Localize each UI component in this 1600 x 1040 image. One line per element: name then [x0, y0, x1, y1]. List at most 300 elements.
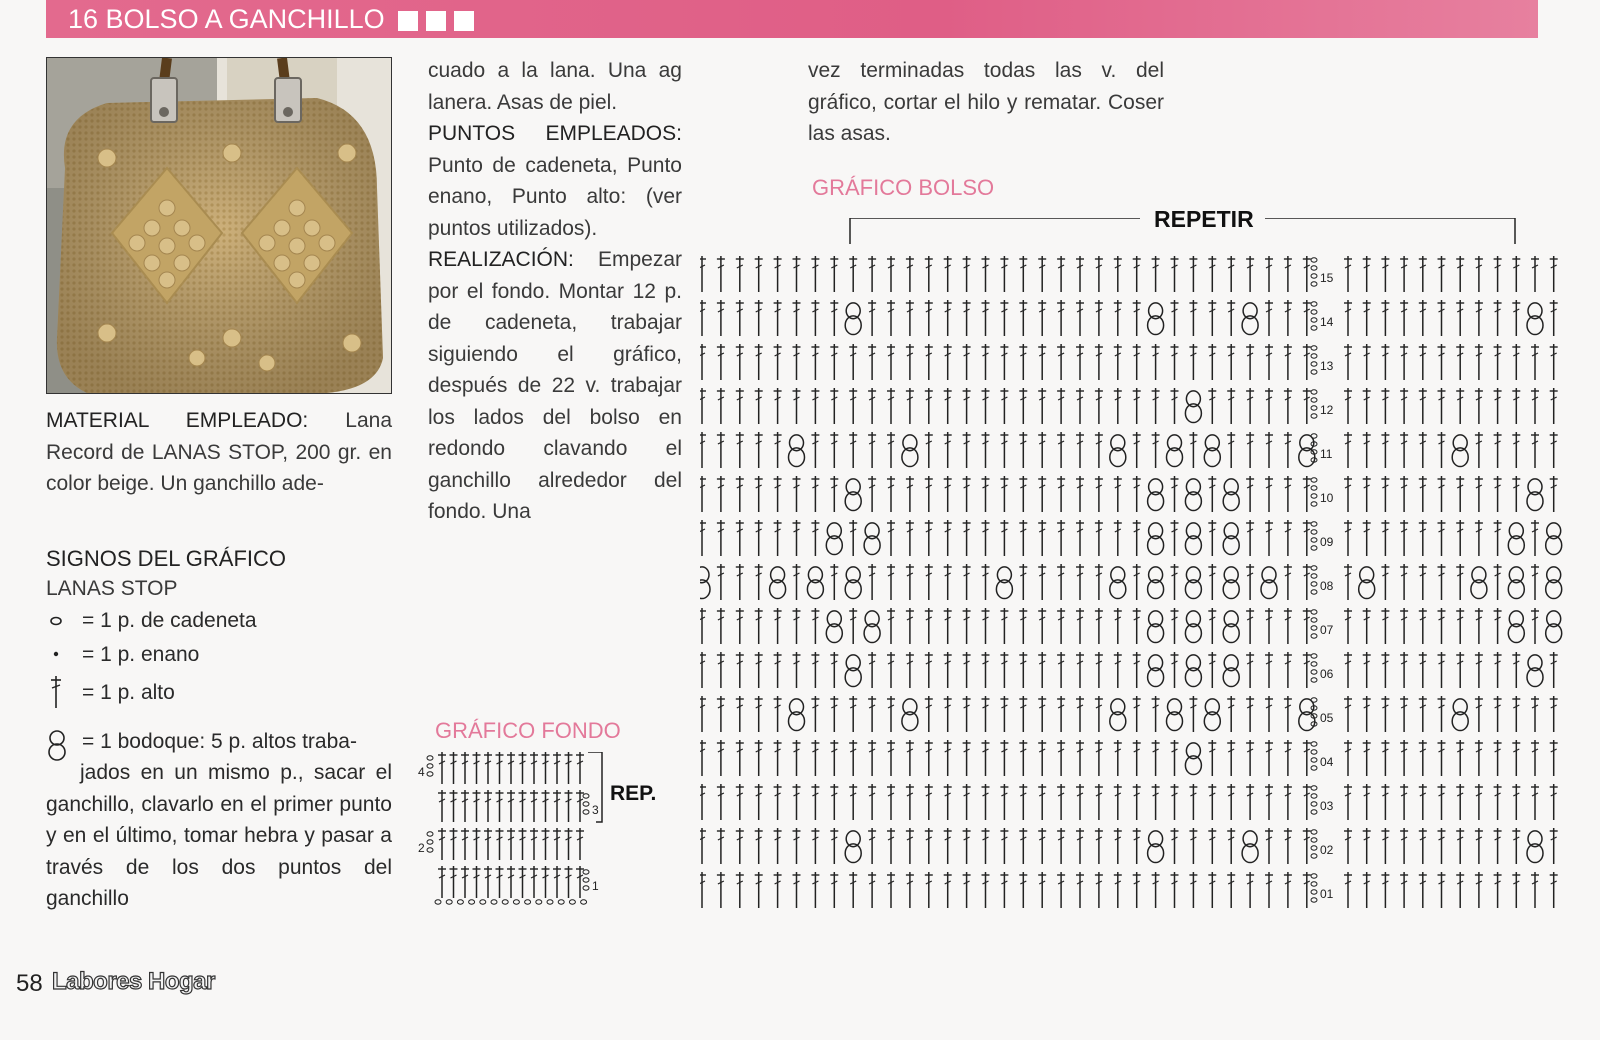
double-crochet-stitch	[1133, 256, 1141, 292]
bobble-stitch	[1148, 303, 1164, 335]
row-number-label: 02	[1320, 843, 1334, 857]
double-crochet-stitch	[1076, 652, 1084, 688]
double-crochet-stitch	[1227, 388, 1235, 424]
double-crochet-stitch	[830, 740, 838, 776]
double-crochet-stitch	[717, 608, 725, 644]
double-crochet-stitch	[700, 608, 706, 644]
double-crochet-stitch	[1419, 476, 1427, 512]
double-crochet-stitch	[811, 344, 819, 380]
double-crochet-stitch	[736, 608, 744, 644]
double-crochet-stitch	[736, 652, 744, 688]
chain-stitch	[457, 900, 463, 904]
double-crochet-stitch	[925, 872, 933, 908]
chain-stitch	[446, 900, 452, 904]
double-crochet-stitch	[1381, 432, 1389, 468]
double-crochet-stitch	[1265, 828, 1273, 864]
double-crochet-stitch	[1512, 432, 1520, 468]
double-crochet-stitch	[1019, 784, 1027, 820]
double-crochet-stitch	[1095, 520, 1103, 556]
double-crochet-stitch	[1363, 828, 1371, 864]
double-crochet-stitch	[1019, 476, 1027, 512]
bobble-stitch	[1546, 523, 1562, 555]
double-crochet-stitch	[1208, 652, 1216, 688]
double-crochet-stitch	[925, 784, 933, 820]
double-crochet-stitch	[887, 300, 895, 336]
double-crochet-stitch	[887, 608, 895, 644]
double-crochet-stitch	[1419, 784, 1427, 820]
double-crochet-stitch	[1019, 696, 1027, 732]
double-crochet-stitch	[1133, 388, 1141, 424]
double-crochet-stitch	[1019, 872, 1027, 908]
bobble-stitch	[1110, 567, 1126, 599]
chain-stitch	[427, 764, 433, 768]
double-crochet-stitch	[1475, 652, 1483, 688]
double-crochet-stitch	[1456, 784, 1464, 820]
double-crochet-stitch	[700, 300, 706, 336]
double-crochet-stitch	[1284, 476, 1292, 512]
double-crochet-stitch	[1171, 652, 1179, 688]
chain-stitch	[1311, 370, 1317, 374]
slip-stitch-icon	[46, 640, 76, 670]
double-crochet-stitch	[1265, 388, 1273, 424]
double-crochet-stitch	[519, 866, 527, 898]
double-crochet-stitch	[1095, 344, 1103, 380]
double-crochet-stitch	[1494, 652, 1502, 688]
double-crochet-stitch	[1419, 564, 1427, 600]
double-crochet-stitch	[1494, 300, 1502, 336]
double-crochet-stitch	[1363, 608, 1371, 644]
double-crochet-stitch	[1363, 388, 1371, 424]
double-crochet-stitch	[811, 740, 819, 776]
bobble-stitch	[902, 435, 918, 467]
double-crochet-stitch	[963, 344, 971, 380]
double-crochet-stitch	[1227, 432, 1235, 468]
double-crochet-stitch	[1512, 256, 1520, 292]
double-crochet-stitch	[1114, 740, 1122, 776]
double-crochet-stitch	[1438, 564, 1446, 600]
double-crochet-stitch	[1227, 256, 1235, 292]
double-crochet-stitch	[755, 520, 763, 556]
double-crochet-stitch	[982, 696, 990, 732]
row-number-label: 06	[1320, 667, 1334, 681]
double-crochet-stitch	[755, 652, 763, 688]
double-crochet-stitch	[1133, 432, 1141, 468]
double-crochet-stitch	[1475, 696, 1483, 732]
double-crochet-stitch	[887, 388, 895, 424]
double-crochet-stitch	[982, 608, 990, 644]
double-crochet-stitch	[982, 828, 990, 864]
double-crochet-stitch	[868, 740, 876, 776]
double-crochet-stitch	[793, 520, 801, 556]
double-crochet-stitch	[1208, 476, 1216, 512]
double-crochet-stitch	[1456, 740, 1464, 776]
double-crochet-stitch	[811, 872, 819, 908]
double-crochet-stitch	[1381, 476, 1389, 512]
double-crochet-stitch	[1344, 476, 1352, 512]
double-crochet-stitch	[530, 752, 538, 784]
double-crochet-stitch	[925, 388, 933, 424]
chain-stitch	[1311, 794, 1317, 798]
double-crochet-stitch	[793, 740, 801, 776]
bobble-stitch	[1148, 655, 1164, 687]
double-crochet-stitch	[1475, 740, 1483, 776]
double-crochet-stitch	[1038, 300, 1046, 336]
double-crochet-stitch	[1344, 784, 1352, 820]
chain-stitch	[1311, 266, 1317, 270]
chain-stitch	[1311, 574, 1317, 578]
double-crochet-stitch	[868, 300, 876, 336]
chain-stitch	[1311, 654, 1317, 658]
bag-photo	[46, 57, 392, 394]
double-crochet-stitch	[982, 388, 990, 424]
double-crochet-stitch	[1284, 388, 1292, 424]
double-crochet-stitch	[1227, 696, 1235, 732]
double-crochet-stitch	[906, 652, 914, 688]
double-crochet-stitch	[887, 256, 895, 292]
row-number-label: 03	[1320, 799, 1334, 813]
double-crochet-stitch	[793, 872, 801, 908]
row-number-label: 13	[1320, 359, 1334, 373]
double-crochet-stitch	[1171, 564, 1179, 600]
double-crochet-stitch	[887, 696, 895, 732]
double-crochet-stitch	[1303, 784, 1311, 820]
chain-stitch	[1311, 530, 1317, 534]
bobble-stitch	[1527, 479, 1543, 511]
double-crochet-stitch	[1189, 784, 1197, 820]
double-crochet-stitch	[1227, 872, 1235, 908]
double-crochet-stitch	[1227, 344, 1235, 380]
double-crochet-stitch	[473, 828, 481, 860]
double-crochet-stitch	[887, 652, 895, 688]
double-crochet-stitch	[1344, 520, 1352, 556]
double-crochet-stitch	[906, 476, 914, 512]
double-crochet-stitch	[1531, 740, 1539, 776]
double-crochet-stitch	[473, 790, 481, 822]
chain-stitch	[1311, 802, 1317, 806]
chain-stitch	[583, 870, 589, 874]
double-crochet-stitch	[982, 344, 990, 380]
double-crochet-stitch	[1400, 652, 1408, 688]
double-crochet-stitch	[1550, 388, 1558, 424]
double-crochet-stitch	[1189, 872, 1197, 908]
double-crochet-stitch	[1171, 740, 1179, 776]
double-crochet-stitch	[811, 300, 819, 336]
double-crochet-stitch	[1400, 300, 1408, 336]
bobble-stitch	[1546, 611, 1562, 643]
double-crochet-stitch	[1019, 344, 1027, 380]
double-crochet-stitch	[1095, 872, 1103, 908]
double-crochet-stitch	[1475, 388, 1483, 424]
double-crochet-stitch	[565, 790, 573, 822]
double-crochet-stitch	[1456, 520, 1464, 556]
double-crochet-stitch	[736, 828, 744, 864]
double-crochet-stitch	[1344, 652, 1352, 688]
double-crochet-stitch	[1246, 256, 1254, 292]
double-crochet-stitch	[450, 752, 458, 784]
row-number-label: 09	[1320, 535, 1334, 549]
double-crochet-stitch	[1284, 300, 1292, 336]
double-crochet-stitch	[1076, 476, 1084, 512]
double-crochet-stitch	[887, 344, 895, 380]
bobble-stitch	[1223, 567, 1239, 599]
double-crochet-stitch	[755, 828, 763, 864]
double-crochet-stitch	[1265, 784, 1273, 820]
double-crochet-stitch	[868, 388, 876, 424]
chain-stitch	[1311, 406, 1317, 410]
double-crochet-stitch	[1208, 608, 1216, 644]
double-crochet-stitch	[755, 564, 763, 600]
double-crochet-stitch	[1057, 652, 1065, 688]
double-crochet-stitch	[1438, 388, 1446, 424]
double-crochet-stitch	[1152, 256, 1160, 292]
legend-item-double	[46, 672, 392, 712]
bobble-stitch	[1261, 567, 1277, 599]
chain-stitch	[558, 900, 564, 904]
double-crochet-stitch	[1208, 828, 1216, 864]
double-crochet-stitch	[887, 564, 895, 600]
realizacion-text: Empezar por el fondo. Montar 12 p. de cadeneta, trabajar siguiendo el gráfico, después de 22 v. trabajar los lados del bolso en redondo clavando el ganchillo alrededor del fondo. Una	[428, 248, 682, 523]
double-crochet-stitch	[1363, 740, 1371, 776]
double-crochet-stitch	[1000, 388, 1008, 424]
double-crochet-stitch	[887, 520, 895, 556]
bobble-stitch	[1185, 655, 1201, 687]
double-crochet-stitch	[1531, 784, 1539, 820]
double-crochet-stitch	[1095, 784, 1103, 820]
legend-label: = 1 p. alto	[82, 681, 175, 704]
double-crochet-stitch	[1114, 388, 1122, 424]
double-crochet-stitch	[736, 564, 744, 600]
chain-stitch	[1311, 486, 1317, 490]
double-crochet-stitch	[1438, 740, 1446, 776]
double-crochet-stitch	[1438, 608, 1446, 644]
double-crochet-stitch	[1265, 344, 1273, 380]
double-crochet-stitch	[1000, 784, 1008, 820]
chain-stitch	[1311, 698, 1317, 702]
grafico-fondo-chart	[418, 752, 618, 932]
double-crochet-stitch	[1344, 740, 1352, 776]
double-crochet-stitch	[484, 752, 492, 784]
double-crochet-stitch	[963, 784, 971, 820]
double-crochet-stitch	[1550, 696, 1558, 732]
double-crochet-stitch	[553, 752, 561, 784]
double-crochet-stitch	[1246, 872, 1254, 908]
bobble-stitch	[1223, 479, 1239, 511]
double-crochet-stitch	[1095, 608, 1103, 644]
double-crochet-stitch	[717, 300, 725, 336]
double-crochet-stitch	[755, 872, 763, 908]
bobble-stitch	[1110, 435, 1126, 467]
double-crochet-stitch	[736, 784, 744, 820]
double-crochet-stitch	[1114, 652, 1122, 688]
double-crochet-stitch	[507, 790, 515, 822]
chain-stitch	[583, 802, 589, 806]
double-crochet-stitch	[1095, 696, 1103, 732]
chain-stitch	[1311, 662, 1317, 666]
double-crochet-stitch	[1512, 476, 1520, 512]
double-crochet-stitch	[963, 828, 971, 864]
double-crochet-stitch	[1000, 828, 1008, 864]
bobble-stitch	[1185, 611, 1201, 643]
double-crochet-stitch	[774, 388, 782, 424]
double-crochet-stitch	[811, 432, 819, 468]
double-crochet-stitch	[1531, 388, 1539, 424]
double-crochet-stitch	[1152, 344, 1160, 380]
double-crochet-stitch	[1038, 872, 1046, 908]
row-number-label: 1	[592, 879, 599, 893]
double-crochet-stitch	[774, 344, 782, 380]
page-title: 16 BOLSO A GANCHILLO	[68, 4, 385, 34]
double-crochet-stitch	[1076, 564, 1084, 600]
double-crochet-stitch	[925, 344, 933, 380]
double-crochet-stitch	[1246, 564, 1254, 600]
chain-stitch	[427, 756, 433, 760]
bobble-stitch	[1242, 831, 1258, 863]
chain-stitch	[1311, 742, 1317, 746]
double-crochet-stitch	[519, 790, 527, 822]
double-crochet-stitch	[1550, 256, 1558, 292]
double-crochet-stitch	[1076, 608, 1084, 644]
chain-stitch	[1311, 786, 1317, 790]
double-crochet-stitch	[1171, 608, 1179, 644]
double-crochet-stitch	[793, 300, 801, 336]
double-crochet-stitch	[717, 520, 725, 556]
double-crochet-stitch	[717, 388, 725, 424]
double-crochet-stitch	[963, 256, 971, 292]
chain-stitch	[569, 900, 575, 904]
double-crochet-stitch	[1419, 608, 1427, 644]
double-crochet-stitch	[1438, 696, 1446, 732]
bobble-stitch	[864, 523, 880, 555]
double-crochet-stitch	[717, 476, 725, 512]
bobble-stitch	[1242, 303, 1258, 335]
double-crochet-stitch	[944, 828, 952, 864]
double-crochet-stitch	[1550, 872, 1558, 908]
bobble-stitch	[1185, 391, 1201, 423]
legend-item-chain	[46, 604, 392, 638]
double-crochet-stitch	[925, 476, 933, 512]
double-crochet-stitch	[1550, 476, 1558, 512]
double-crochet-stitch	[530, 828, 538, 860]
double-crochet-stitch	[1456, 608, 1464, 644]
chain-stitch	[1311, 310, 1317, 314]
double-crochet-stitch	[542, 828, 550, 860]
double-crochet-stitch	[1133, 520, 1141, 556]
double-crochet-stitch	[811, 828, 819, 864]
chain-stitch	[1311, 522, 1317, 526]
double-crochet-stitch	[1475, 344, 1483, 380]
chain-stitch	[1311, 890, 1317, 894]
double-crochet-stitch	[1344, 608, 1352, 644]
double-crochet-stitch	[1171, 300, 1179, 336]
chain-stitch	[427, 840, 433, 844]
legend-label: = 1 p. de cadeneta	[82, 609, 257, 632]
double-crochet-stitch	[700, 828, 706, 864]
double-crochet-stitch	[1171, 828, 1179, 864]
material-paragraph	[46, 405, 392, 500]
double-crochet-stitch	[1152, 696, 1160, 732]
double-crochet-stitch	[755, 432, 763, 468]
double-crochet-stitch	[1189, 300, 1197, 336]
double-crochet-stitch	[1171, 256, 1179, 292]
double-crochet-stitch	[461, 866, 469, 898]
double-crochet-stitch	[1038, 608, 1046, 644]
bobble-line1: = 1 bodoque: 5 p. altos traba-	[82, 730, 357, 753]
double-crochet-stitch	[1475, 828, 1483, 864]
legend-title: SIGNOS DEL GRÁFICO	[46, 546, 287, 571]
double-crochet-stitch	[868, 872, 876, 908]
row-number-label: 08	[1320, 579, 1334, 593]
bobble-stitch	[1527, 655, 1543, 687]
double-crochet-stitch	[849, 740, 857, 776]
double-crochet-stitch	[1550, 432, 1558, 468]
double-crochet-stitch	[811, 520, 819, 556]
double-crochet-stitch	[906, 784, 914, 820]
bobble-stitch	[1223, 655, 1239, 687]
double-crochet-stitch	[1246, 344, 1254, 380]
double-crochet-stitch	[887, 872, 895, 908]
double-crochet-stitch	[1494, 608, 1502, 644]
double-crochet-stitch	[507, 866, 515, 898]
double-crochet-stitch	[1381, 784, 1389, 820]
double-crochet-stitch	[1381, 828, 1389, 864]
double-crochet-stitch	[963, 696, 971, 732]
double-crochet-stitch	[982, 520, 990, 556]
row-number-label: 10	[1320, 491, 1334, 505]
double-crochet-stitch	[1494, 344, 1502, 380]
double-crochet-stitch	[1019, 388, 1027, 424]
double-crochet-stitch	[849, 344, 857, 380]
double-crochet-stitch	[774, 740, 782, 776]
double-crochet-stitch	[1038, 784, 1046, 820]
double-crochet-stitch	[793, 784, 801, 820]
double-crochet-stitch	[1095, 740, 1103, 776]
double-crochet-stitch	[1419, 344, 1427, 380]
double-crochet-stitch	[811, 388, 819, 424]
double-crochet-stitch	[982, 564, 990, 600]
double-crochet-stitch	[1208, 564, 1216, 600]
double-crochet-stitch	[982, 784, 990, 820]
double-crochet-stitch	[1475, 300, 1483, 336]
double-crochet-stitch	[1494, 784, 1502, 820]
double-crochet-stitch	[1475, 872, 1483, 908]
double-crochet-stitch	[755, 784, 763, 820]
double-crochet-stitch	[1171, 476, 1179, 512]
double-crochet-stitch	[1381, 740, 1389, 776]
double-crochet-stitch	[887, 740, 895, 776]
double-crochet-stitch	[1363, 696, 1371, 732]
chain-stitch	[1311, 538, 1317, 542]
chain-stitch	[536, 900, 542, 904]
bobble-stitch	[1185, 523, 1201, 555]
double-crochet-stitch	[1284, 652, 1292, 688]
double-crochet-stitch	[1344, 564, 1352, 600]
double-crochet-stitch	[1284, 256, 1292, 292]
double-crochet-stitch	[1038, 696, 1046, 732]
double-crochet-stitch	[1512, 828, 1520, 864]
chain-stitch	[502, 900, 508, 904]
bobble-stitch	[1148, 567, 1164, 599]
double-crochet-stitch	[1363, 476, 1371, 512]
double-crochet-stitch	[1363, 344, 1371, 380]
double-crochet-stitch	[1133, 476, 1141, 512]
double-crochet-stitch	[484, 866, 492, 898]
double-crochet-stitch	[1000, 608, 1008, 644]
double-crochet-stitch	[1019, 520, 1027, 556]
double-crochet-stitch	[1000, 740, 1008, 776]
chain-stitch	[1311, 414, 1317, 418]
double-crochet-stitch	[1494, 828, 1502, 864]
double-crochet-stitch	[576, 752, 584, 784]
